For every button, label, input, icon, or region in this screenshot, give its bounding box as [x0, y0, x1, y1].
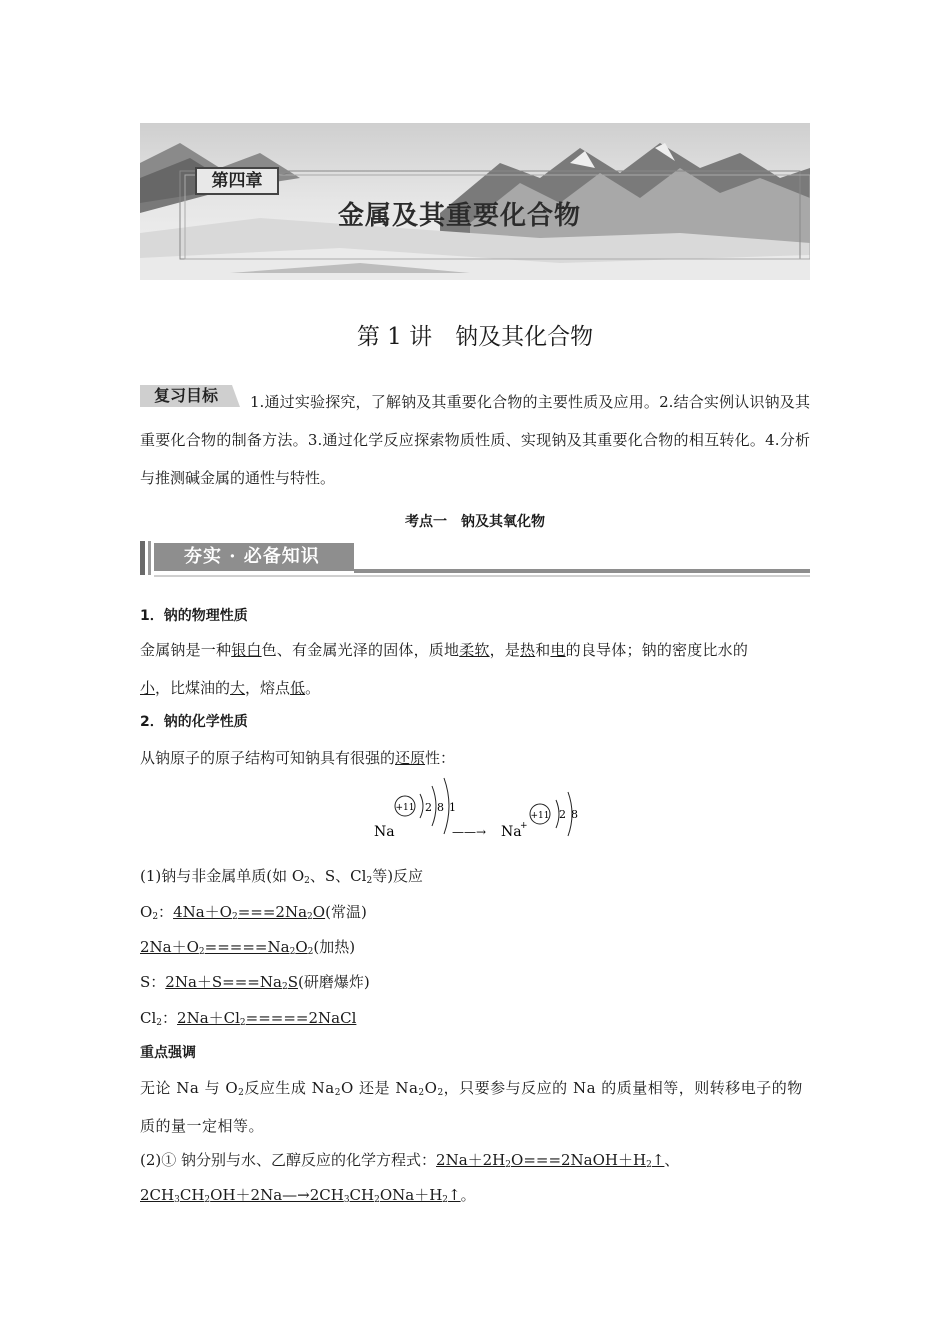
reaction-o2-normal: $O_2$：$4Na+O_2===2Na_2O$(常温) [140, 903, 367, 922]
section-rule [354, 569, 810, 573]
blank-answer: 大 [230, 679, 246, 697]
shell-electrons: 8 [437, 801, 444, 814]
emphasis-line2: 质的量一定相等。 [140, 1117, 265, 1135]
atomic-structure-diagram [370, 772, 600, 842]
reaction-water-ethanol-line2: $2CH_3CH_2OH+2Na—\to 2CH_3CH_2ONa+H_2↑$。 [140, 1186, 476, 1205]
chapter-title: 金属及其重要化合物 [338, 201, 582, 231]
sodium-symbol: Na [374, 824, 395, 840]
nucleus-charge: +11 [530, 811, 550, 821]
emphasis-heading: 重点强调 [140, 1045, 196, 1061]
section-label: 夯实 · 必备知识 [154, 543, 354, 571]
review-goals-text: 1.通过实验探究，了解钠及其重要化合物的主要性质及应用。2.结合实例认识钠及其重要化合物的制备方法。3.通过化学反应探索物质性质、实现钠及其重要化合物的相互转化。4.分析与推测碱金属的通性与特性。 [140, 393, 810, 487]
sodium-ion-symbol: Na [501, 824, 522, 840]
shell-electrons: 1 [449, 801, 456, 814]
chapter-banner [140, 123, 810, 280]
emphasis-line1: 无论 Na 与 $O_2$反应生成 $Na_2O$ 还是 $Na_2O_2$，只要参与反应的 Na 的质量相等，则转移电子的物 [140, 1079, 803, 1098]
electron-shell [432, 786, 436, 826]
section-bar [140, 541, 810, 577]
shell-electrons: 2 [425, 801, 432, 814]
equation-answer: $2Na+Cl_2=====2NaCl$ [177, 1009, 357, 1028]
shell-electrons: 8 [571, 808, 578, 821]
equation-answer: $2Na+2H_2O===2NaOH+H_2↑$ [436, 1151, 665, 1170]
reaction-nonmetal-title: (1)钠与非金属单质(如 $O_2$、S、$Cl_2$等)反应 [140, 867, 424, 886]
reaction-water-ethanol-line1: (2)① 钠分别与水、乙醇反应的化学方程式：$2Na+2H_2O===2NaOH+H_2↑$、 [140, 1151, 680, 1170]
electron-shell [420, 794, 423, 818]
physical-properties-line1: 金属钠是一种银白色、有金属光泽的固体，质地柔软，是热和电的良导体；钠的密度比水的 [140, 641, 749, 659]
reaction-o2-heated: $2Na+O_2=====Na_2O_2$(加热) [140, 938, 356, 957]
section-stripe [140, 541, 145, 575]
blank-answer: 电 [550, 641, 566, 659]
chemical-properties-intro: 从钠原子的原子结构可知钠具有很强的还原性： [140, 749, 456, 767]
chapter-tag: 第四章 [195, 167, 279, 195]
reaction-chlorine: $Cl_2$：$2Na+Cl_2=====2NaCl$ [140, 1009, 357, 1028]
blank-answer: 小 [140, 679, 156, 697]
nucleus-charge: +11 [395, 803, 415, 813]
equation-answer: $4Na+O_2===2Na_2O$ [173, 903, 326, 922]
review-goals-badge: 复习目标 [140, 385, 232, 407]
lecture-title: 第 1 讲 钠及其化合物 [356, 324, 594, 350]
blank-answer: 还原 [395, 749, 426, 767]
blank-answer: 热 [520, 641, 536, 659]
ion-charge: + [520, 821, 528, 831]
equation-answer: $2Na+S===Na_2S$ [165, 973, 298, 992]
blank-answer: 银白 [231, 641, 262, 659]
shell-electrons: 2 [559, 808, 566, 821]
heading-physical-properties: 1．钠的物理性质 [140, 608, 248, 624]
equation-answer: $2CH_3CH_2OH+2Na—\to 2CH_3CH_2ONa+H_2↑$ [140, 1186, 461, 1205]
reaction-sulfur: S：$2Na+S===Na_2S$(研磨爆炸) [140, 973, 370, 992]
blank-answer: 低 [290, 679, 306, 697]
section-rule [154, 575, 810, 577]
heading-chemical-properties: 2．钠的化学性质 [140, 714, 248, 730]
reaction-arrow: ——→ [452, 825, 487, 839]
equation-answer: $2Na+O_2=====Na_2O_2$ [140, 938, 314, 957]
blank-answer: 柔软 [459, 641, 490, 659]
section-stripe [148, 541, 151, 575]
kaodian-heading: 考点一 钠及其氧化物 [405, 514, 545, 530]
physical-properties-line2: 小，比煤油的大，熔点低。 [140, 679, 321, 697]
